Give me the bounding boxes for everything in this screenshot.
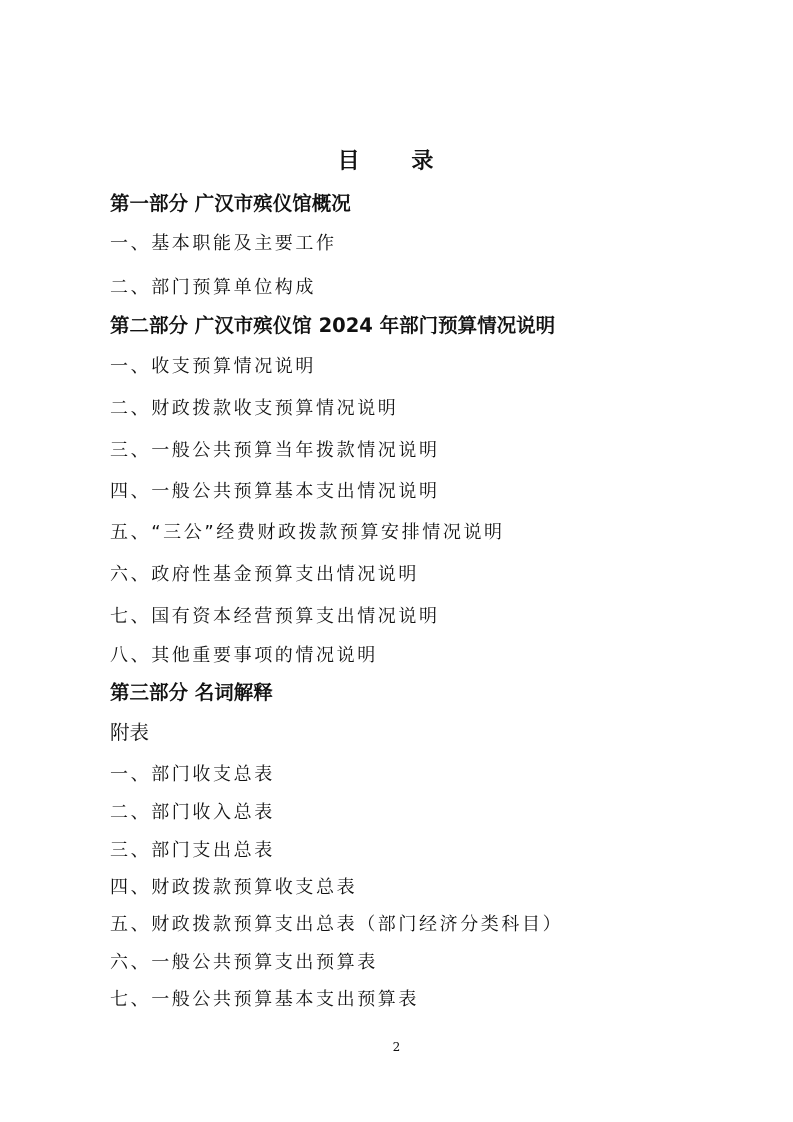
- toc-title: 目 录: [337, 149, 456, 174]
- toc-appendix-entry: 五、财政拨款预算支出总表（部门经济分类科目）: [110, 914, 564, 935]
- toc-appendix-entry: 六、一般公共预算支出预算表: [110, 952, 378, 973]
- toc-appendix-entry: 一、部门收支总表: [110, 764, 275, 785]
- toc-appendix-entry: 二、部门收入总表: [110, 802, 275, 823]
- toc-entry: 一、基本职能及主要工作: [110, 233, 337, 254]
- toc-entry: 八、其他重要事项的情况说明: [110, 645, 378, 666]
- toc-part3-heading: 第三部分 名词解释: [110, 681, 273, 704]
- toc-appendix-entry: 三、部门支出总表: [110, 840, 275, 861]
- toc-entry: 二、部门预算单位构成: [110, 277, 316, 298]
- toc-entry: 七、国有资本经营预算支出情况说明: [110, 606, 440, 627]
- toc-part1-heading: 第一部分 广汉市殡仪馆概况: [110, 192, 351, 215]
- toc-entry: 二、财政拨款收支预算情况说明: [110, 398, 399, 419]
- toc-appendix-entry: 四、财政拨款预算收支总表: [110, 877, 358, 898]
- toc-appendix-heading: 附表: [110, 721, 150, 744]
- toc-entry: 五、“三公”经费财政拨款预算安排情况说明: [110, 522, 505, 543]
- toc-appendix-entry: 七、一般公共预算基本支出预算表: [110, 989, 419, 1010]
- toc-part2-heading: 第二部分 广汉市殡仪馆 2024 年部门预算情况说明: [110, 314, 556, 337]
- toc-entry: 三、一般公共预算当年拨款情况说明: [110, 440, 440, 461]
- page-number: 2: [392, 1040, 401, 1054]
- toc-entry: 六、政府性基金预算支出情况说明: [110, 564, 419, 585]
- toc-entry: 一、收支预算情况说明: [110, 356, 316, 377]
- toc-entry: 四、一般公共预算基本支出情况说明: [110, 481, 440, 502]
